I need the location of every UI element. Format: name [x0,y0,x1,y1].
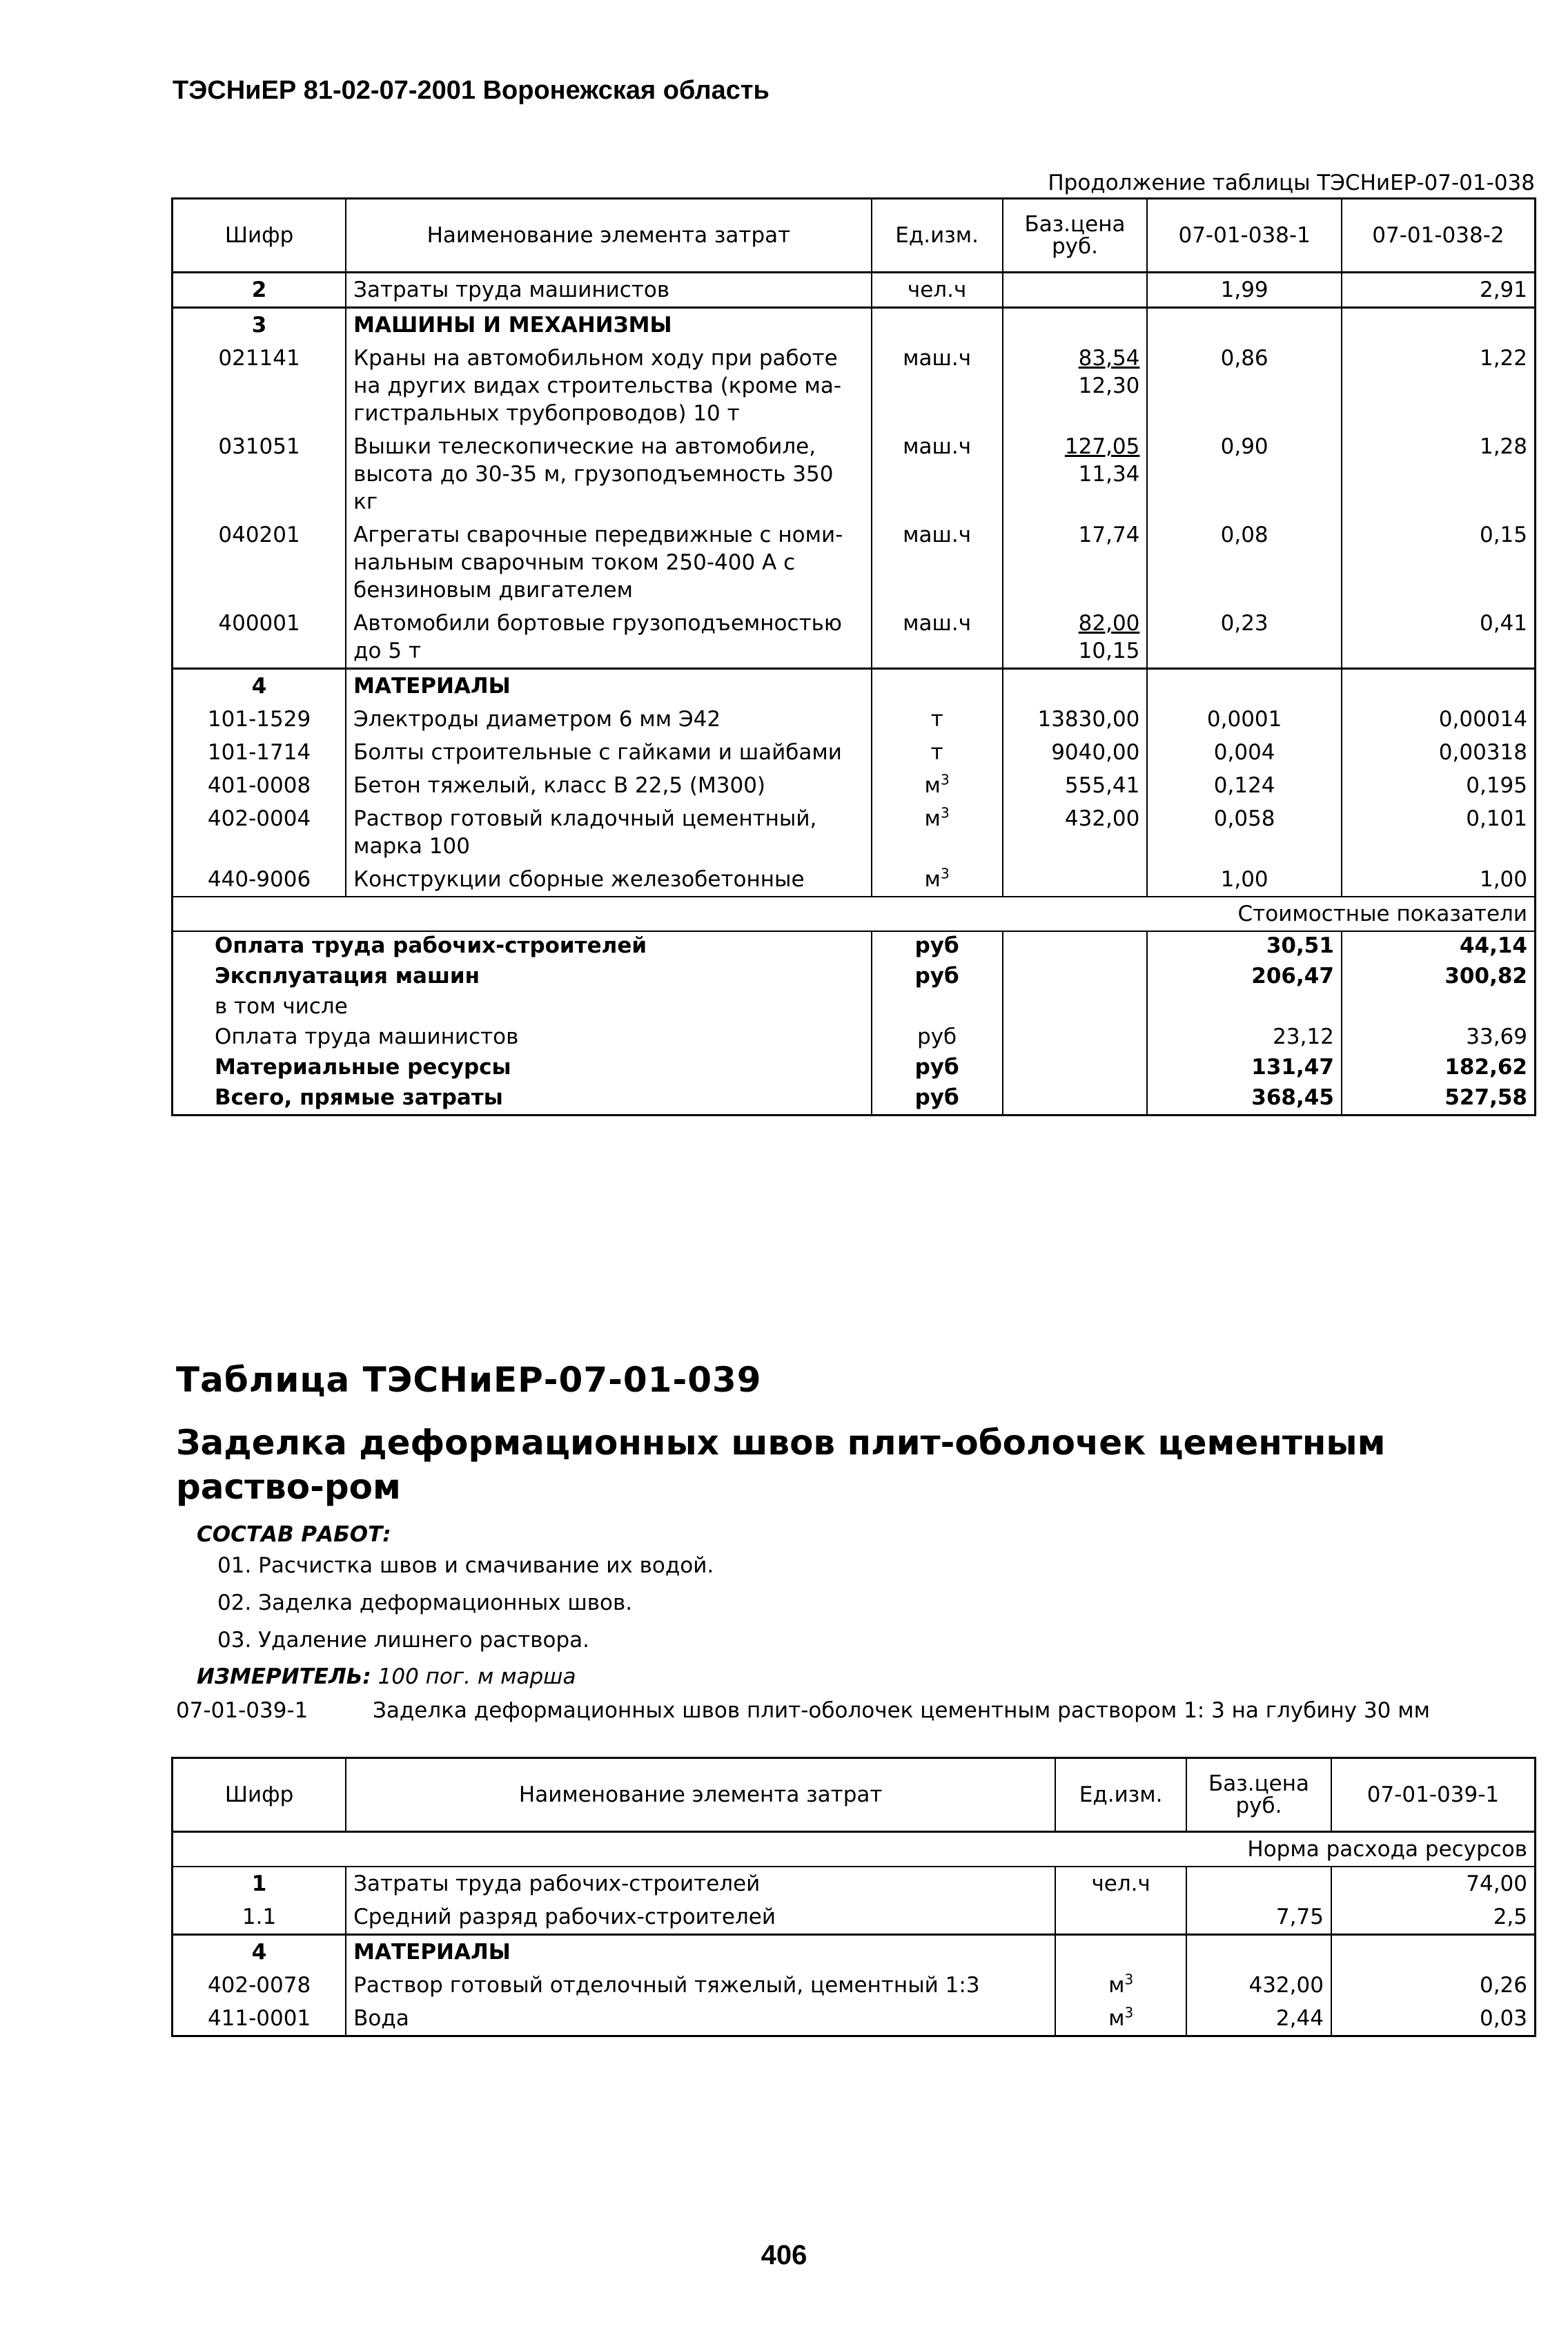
cell-v1: 0,90 [1147,430,1342,518]
table-row [173,802,1536,863]
cell-name: Краны на автомобильном ходу при работе на других видах строительства (кроме ма-гистральных трубопроводов) 10 т [346,342,872,430]
cell-unit: чел.ч [1055,1867,1186,1900]
table-title: Таблица ТЭСНиЕР-07-01-039 [176,1360,762,1400]
total-row [173,1084,1536,1116]
table-row [173,863,1536,897]
cell-price: 432,00 [1186,1969,1331,2002]
total-label: Оплата труда рабочих-строителей [173,931,872,962]
cell-code: 402-0078 [173,1969,346,2002]
cell-v1: 0,004 [1147,736,1342,769]
page-number: 406 [761,2240,807,2270]
price-operator-wage: 11,34 [1078,462,1140,487]
cell-v1: 1,99 [1147,273,1342,308]
cell-code: 2 [173,273,346,308]
total-price [1003,1023,1148,1053]
cell-name: Агрегаты сварочные передвижные с номи-нальным сварочным током 250-400 А с бензиновым двигателем [346,518,872,607]
norm-line [176,1698,1431,1723]
col-header-price: Баз.цена руб. [1186,1758,1331,1832]
col-header-v1: 07-01-038-1 [1147,199,1342,273]
col-header-code: Шифр [173,1758,346,1832]
cell-name: Бетон тяжелый, класс В 22,5 (М300) [346,769,872,802]
col-header-name: Наименование элемента затрат [346,199,872,273]
cell-price [1003,518,1148,607]
cell-v2: 0,15 [1342,518,1536,607]
cell-price [1003,342,1148,430]
norm-code: 07-01-039-1 [176,1698,308,1723]
table-row [173,703,1536,736]
cell-v2: 1,22 [1342,342,1536,430]
total-unit: руб [872,1084,1003,1116]
cell-price [1003,273,1148,308]
section-row [173,1935,1536,1969]
operation-item: 03. Удаление лишнего раствора. [217,1628,590,1653]
work-composition-label: СОСТАВ РАБОТ: [197,1522,391,1547]
cell-v2: 2,91 [1342,273,1536,308]
total-label: Эксплуатация машин [173,962,872,993]
total-v1 [1147,993,1342,1023]
table-row [173,736,1536,769]
table-row [173,1867,1536,1900]
cell-v2: 0,00014 [1342,703,1536,736]
cell-name: Вышки телескопические на автомобиле, высота до 30-35 м, грузоподъемность 350 кг [346,430,872,518]
cell-code: 040201 [173,518,346,607]
total-label: Материальные ресурсы [173,1053,872,1084]
total-label: Всего, прямые затраты [173,1084,872,1116]
running-header: ТЭСНиЕР 81-02-07-2001 Воронежская область [173,76,770,105]
meter-label: ИЗМЕРИТЕЛЬ: [197,1664,371,1689]
total-label: в том числе [173,993,872,1023]
total-v1: 30,51 [1147,931,1342,962]
cell-unit: $м^3$ [872,863,1003,897]
table-row [173,273,1536,308]
cell-name: Раствор готовый кладочный цементный, марка 100 [346,802,872,863]
cell-v1: 74,00 [1331,1867,1536,1900]
cell-v2: 1,00 [1342,863,1536,897]
cell-v1: 2,5 [1331,1900,1536,1935]
cell-v2: 0,101 [1342,802,1536,863]
total-unit: руб [872,931,1003,962]
cell-price: 13830,00 [1003,703,1148,736]
col-header-price: Баз.цена руб. [1003,199,1148,273]
cell-code: 400001 [173,607,346,669]
cell-code: 031051 [173,430,346,518]
cell-unit: т [872,736,1003,769]
cell-code: 4 [173,1935,346,1969]
cell-unit: $м^3$ [1055,1969,1186,2002]
total-v2: 182,62 [1342,1053,1536,1084]
cell-v1: 1,00 [1147,863,1342,897]
cell-price [1003,430,1148,518]
section-row [173,308,1536,342]
cell-v2: 0,195 [1342,769,1536,802]
cell-name: Затраты труда рабочих-строителей [346,1867,1055,1900]
col-header-code: Шифр [173,199,346,273]
total-price [1003,962,1148,993]
cell-price [1003,607,1148,669]
col-header-unit: Ед.изм. [872,199,1003,273]
total-v1: 368,45 [1147,1084,1342,1116]
cell-v1: 0,058 [1147,802,1342,863]
cell-code: 1 [173,1867,346,1900]
cell-unit: $м^3$ [1055,2002,1186,2036]
cell-v1: 0,26 [1331,1969,1536,2002]
cell-code: 4 [173,669,346,703]
col-header-v2: 07-01-038-2 [1342,199,1536,273]
total-v1: 131,47 [1147,1053,1342,1084]
cell-unit: маш.ч [872,518,1003,607]
cell-code: 402-0004 [173,802,346,863]
cell-code: 021141 [173,342,346,430]
total-unit: руб [872,1053,1003,1084]
cell-price: 555,41 [1003,769,1148,802]
section-title: МАТЕРИАЛЫ [346,1935,1055,1969]
cell-name: Конструкции сборные железобетонные [346,863,872,897]
cell-name: Затраты труда машинистов [346,273,872,308]
total-v2: 527,58 [1342,1084,1536,1116]
table-row [173,342,1536,430]
total-unit: руб [872,962,1003,993]
operation-item: 02. Заделка деформационных швов. [217,1590,633,1615]
cell-v1: 0,23 [1147,607,1342,669]
table-row [173,607,1536,669]
total-price [1003,1084,1148,1116]
cell-unit: $м^3$ [872,802,1003,863]
col-header-unit: Ед.изм. [1055,1758,1186,1832]
table-row [173,518,1536,607]
cell-unit: т [872,703,1003,736]
resource-table-038 [171,197,1536,1116]
total-row [173,1023,1536,1053]
total-row [173,993,1536,1023]
cell-code: 3 [173,308,346,342]
total-v2: 33,69 [1342,1023,1536,1053]
section-row [173,669,1536,703]
continuation-caption: Продолжение таблицы ТЭСНиЕР-07-01-038 [1048,171,1535,195]
total-row [173,962,1536,993]
resource-table-039 [171,1757,1536,2037]
cell-v2: 0,00318 [1342,736,1536,769]
section-title: МАТЕРИАЛЫ [346,669,872,703]
table-row [173,2002,1536,2036]
norm-description: Заделка деформационных швов плит-оболочек цементным раствором 1: 3 на глубину 30 мм [373,1698,1431,1723]
price-operator-wage: 12,30 [1078,373,1140,398]
cost-caption: Стоимостные показатели [1147,897,1535,931]
total-price [1003,993,1148,1023]
total-label: Оплата труда машинистов [173,1023,872,1053]
cell-price: 432,00 [1003,802,1148,863]
operation-item: 01. Расчистка швов и смачивание их водой. [217,1553,714,1578]
total-price [1003,931,1148,962]
cell-name: Средний разряд рабочих-строителей [346,1900,1055,1935]
cell-name: Автомобили бортовые грузоподъемностью до 5 т [346,607,872,669]
cell-v1: 0,08 [1147,518,1342,607]
price-operator-wage: 10,15 [1078,639,1140,663]
section-title: МАШИНЫ И МЕХАНИЗМЫ [346,308,872,342]
cell-price: 7,75 [1186,1900,1331,1935]
cell-name: Вода [346,2002,1055,2036]
col-header-name: Наименование элемента затрат [346,1758,1055,1832]
cell-name: Электроды диаметром 6 мм Э42 [346,703,872,736]
price-value: 83,54 [1078,346,1140,371]
cell-code: 411-0001 [173,2002,346,2036]
table-row [173,1900,1536,1935]
col-header-v1: 07-01-039-1 [1331,1758,1536,1832]
cell-unit [1055,1900,1186,1935]
total-unit [872,993,1003,1023]
cell-unit: $м^3$ [872,769,1003,802]
total-v1: 23,12 [1147,1023,1342,1053]
total-unit: руб [872,1023,1003,1053]
cell-unit: маш.ч [872,342,1003,430]
cell-price: 9040,00 [1003,736,1148,769]
total-v2 [1342,993,1536,1023]
price-value: 82,00 [1078,611,1140,636]
section-heading: Заделка деформационных швов плит-оболочек цементным раство-ром [176,1423,1386,1507]
norm-caption: Норма расхода ресурсов [1186,1832,1535,1867]
cell-code: 1.1 [173,1900,346,1935]
cell-v1: 0,0001 [1147,703,1342,736]
table-header-row [173,199,1536,273]
cell-name: Раствор готовый отделочный тяжелый, цементный 1:3 [346,1969,1055,2002]
cell-v1: 0,03 [1331,2002,1536,2036]
cell-code: 401-0008 [173,769,346,802]
total-row [173,1053,1536,1084]
cell-v2: 0,41 [1342,607,1536,669]
total-v2: 44,14 [1342,931,1536,962]
cost-caption-row [173,897,1536,931]
norm-caption-row [173,1832,1536,1867]
cell-v1: 0,124 [1147,769,1342,802]
total-price [1003,1053,1148,1084]
table-row [173,430,1536,518]
price-value: 17,74 [1078,523,1140,547]
cell-unit: маш.ч [872,430,1003,518]
cell-code: 101-1529 [173,703,346,736]
total-v2: 300,82 [1342,962,1536,993]
cell-v1: 0,86 [1147,342,1342,430]
cell-price [1186,1867,1331,1900]
meter-value: 100 пог. м марша [378,1664,576,1689]
cell-v2: 1,28 [1342,430,1536,518]
cell-name: Болты строительные с гайками и шайбами [346,736,872,769]
cell-price [1003,863,1148,897]
total-row [173,931,1536,962]
cell-price: 2,44 [1186,2002,1331,2036]
price-value: 127,05 [1064,434,1140,459]
table-header-row [173,1758,1536,1832]
total-v1: 206,47 [1147,962,1342,993]
cell-code: 440-9006 [173,863,346,897]
cell-code: 101-1714 [173,736,346,769]
table-row [173,1969,1536,2002]
table-row [173,769,1536,802]
cell-unit: чел.ч [872,273,1003,308]
cell-unit: маш.ч [872,607,1003,669]
meter-line [197,1664,576,1689]
